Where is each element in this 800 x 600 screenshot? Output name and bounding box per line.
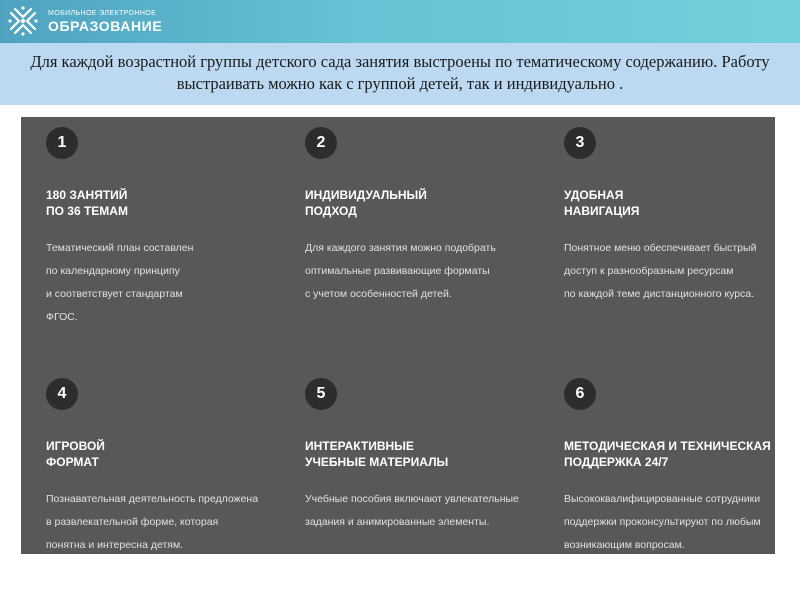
logo-text [48,9,162,34]
feature-number-6: 6 [564,378,596,410]
feature-card-5 [305,378,535,534]
mobile-education-logo-icon [6,4,40,38]
feature-title-5: ИНТЕРАКТИВНЫЕ УЧЕБНЫЕ МАТЕРИАЛЫ [305,439,449,469]
feature-text-4: Познавательная деятельность предложена в развлекательной форме, которая понятна и интересна детям. [46,493,259,551]
feature-card-2 [305,127,535,306]
slide-caption: Для каждой возрастной группы детского сада занятия выстроены по тематическому содержанию. Работу выстраивать можно как с группой детей, так и индивидуально . [30,52,770,93]
feature-number-1: 1 [46,127,78,159]
feature-title-1: 180 ЗАНЯТИЙ ПО 36 ТЕМАМ [46,188,128,218]
feature-number-4: 4 [46,378,78,410]
logo-title: ОБРАЗОВАНИЕ [48,17,163,34]
feature-title-3: УДОБНАЯ НАВИГАЦИЯ [564,188,640,218]
feature-text-3: Понятное меню обеспечивает быстрый доступ к разнообразным ресурсам по каждой теме дистанционного курса. [564,242,757,300]
feature-card-1 [46,127,276,329]
feature-number-3: 3 [564,127,596,159]
feature-text-6: Высококвалифицированные сотрудники поддержки проконсультируют по любым возникающим вопросам. [564,493,761,551]
feature-card-6 [564,378,794,557]
feature-title-4: ИГРОВОЙ ФОРМАТ [46,439,105,469]
features-panel [21,117,775,554]
feature-title-2: ИНДИВИДУАЛЬНЫЙ ПОДХОД [305,188,427,218]
feature-text-1: Тематический план составлен по календарному принципу и соответствует стандартам ФГОС. [46,242,194,323]
logo [6,4,162,38]
feature-card-3 [564,127,794,306]
logo-subtitle: МОБИЛЬНОЕ ЭЛЕКТРОННОЕ [48,9,157,17]
feature-text-2: Для каждого занятия можно подобрать оптимальные развивающие форматы с учетом особенностей детей. [305,242,496,300]
feature-number-5: 5 [305,378,337,410]
feature-text-5: Учебные пособия включают увлекательные задания и анимированные элементы. [305,493,519,528]
caption-band [0,43,800,105]
feature-card-4 [46,378,276,557]
feature-title-6: МЕТОДИЧЕСКАЯ И ТЕХНИЧЕСКАЯ ПОДДЕРЖКА 24/7 [564,439,771,469]
feature-number-2: 2 [305,127,337,159]
header-bar [0,0,800,43]
